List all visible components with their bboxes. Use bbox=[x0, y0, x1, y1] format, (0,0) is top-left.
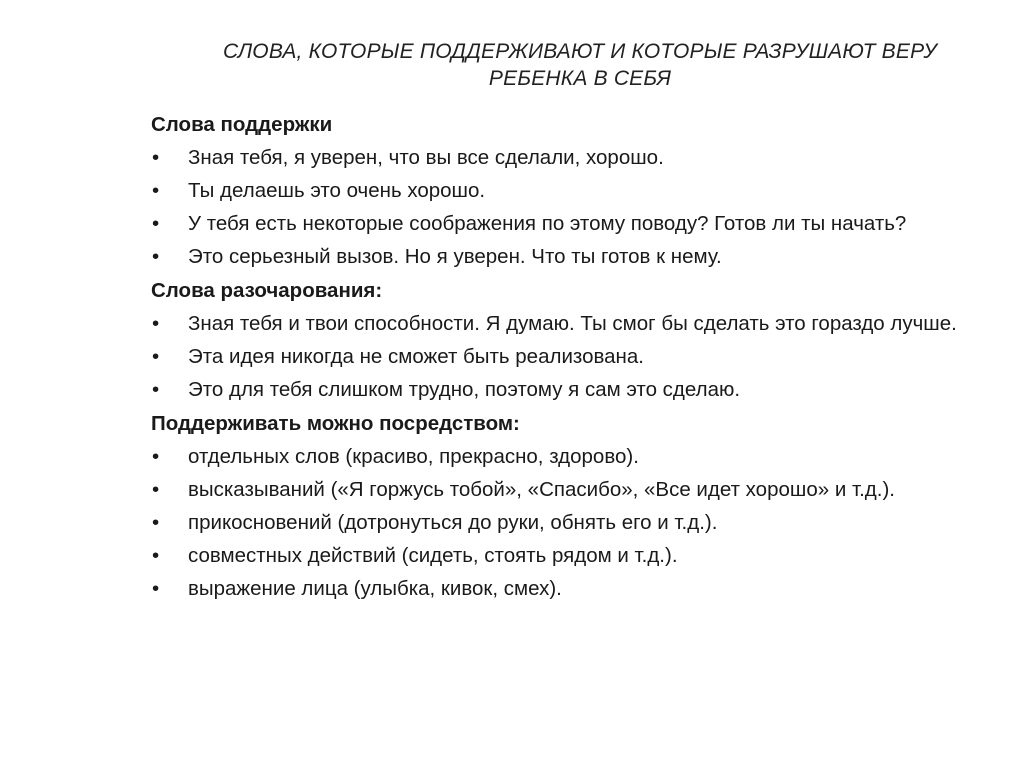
bullet-icon: • bbox=[152, 478, 160, 501]
bullet-icon: • bbox=[152, 179, 160, 202]
section-heading-support-means: Поддерживать можно посредством: bbox=[151, 412, 520, 435]
list-item-text: Зная тебя, я уверен, что вы все сделали, хорошо. bbox=[188, 146, 664, 169]
list-item bbox=[151, 212, 981, 236]
list-item bbox=[151, 345, 981, 369]
bullet-icon: • bbox=[152, 345, 160, 368]
list-item-text: Зная тебя и твои способности. Я думаю. Ты смог бы сделать это гораздо лучше. bbox=[188, 312, 957, 335]
bullet-icon: • bbox=[152, 445, 160, 468]
list-item-text: Эта идея никогда не сможет быть реализована. bbox=[188, 345, 644, 368]
list-item bbox=[151, 179, 981, 203]
support-means-list bbox=[151, 445, 981, 601]
slide-title-line-1: СЛОВА, КОТОРЫЕ ПОДДЕРЖИВАЮТ И КОТОРЫЕ РАЗРУШАЮТ ВЕРУ bbox=[223, 40, 937, 63]
list-item-text: выражение лица (улыбка, кивок, смех). bbox=[188, 577, 562, 600]
disappointment-words-list bbox=[151, 312, 981, 402]
bullet-icon: • bbox=[152, 511, 160, 534]
list-item bbox=[151, 146, 981, 170]
list-item bbox=[151, 544, 981, 568]
slide-content bbox=[151, 112, 981, 610]
list-item-text: прикосновений (дотронуться до руки, обнять его и т.д.). bbox=[188, 511, 718, 534]
list-item-text: Это для тебя слишком трудно, поэтому я сам это сделаю. bbox=[188, 378, 741, 401]
list-item bbox=[151, 445, 981, 469]
list-item bbox=[151, 478, 981, 502]
list-item-text: У тебя есть некоторые соображения по этому поводу? Готов ли ты начать? bbox=[188, 212, 907, 235]
bullet-icon: • bbox=[152, 245, 160, 268]
bullet-icon: • bbox=[152, 146, 160, 169]
list-item-text: высказываний («Я горжусь тобой», «Спасибо», «Все идет хорошо» и т.д.). bbox=[188, 478, 895, 501]
support-words-list bbox=[151, 146, 981, 269]
list-item-text: Ты делаешь это очень хорошо. bbox=[188, 179, 486, 202]
list-item bbox=[151, 577, 981, 601]
bullet-icon: • bbox=[152, 378, 160, 401]
slide-title-line-2: РЕБЕНКА В СЕБЯ bbox=[488, 67, 672, 90]
list-item bbox=[151, 245, 981, 269]
list-item bbox=[151, 511, 981, 535]
section-heading-disappointment: Слова разочарования: bbox=[151, 279, 383, 302]
list-item-text: отдельных слов (красиво, прекрасно, здорово). bbox=[188, 445, 639, 468]
list-item bbox=[151, 312, 981, 336]
slide-title bbox=[150, 38, 1010, 92]
list-item-text: Это серьезный вызов. Но я уверен. Что ты готов к нему. bbox=[188, 245, 722, 268]
bullet-icon: • bbox=[152, 212, 160, 235]
bullet-icon: • bbox=[152, 312, 160, 335]
list-item bbox=[151, 378, 981, 402]
bullet-icon: • bbox=[152, 577, 160, 600]
list-item-text: совместных действий (сидеть, стоять рядом и т.д.). bbox=[188, 544, 678, 567]
bullet-icon: • bbox=[152, 544, 160, 567]
section-heading-support: Слова поддержки bbox=[151, 113, 333, 136]
